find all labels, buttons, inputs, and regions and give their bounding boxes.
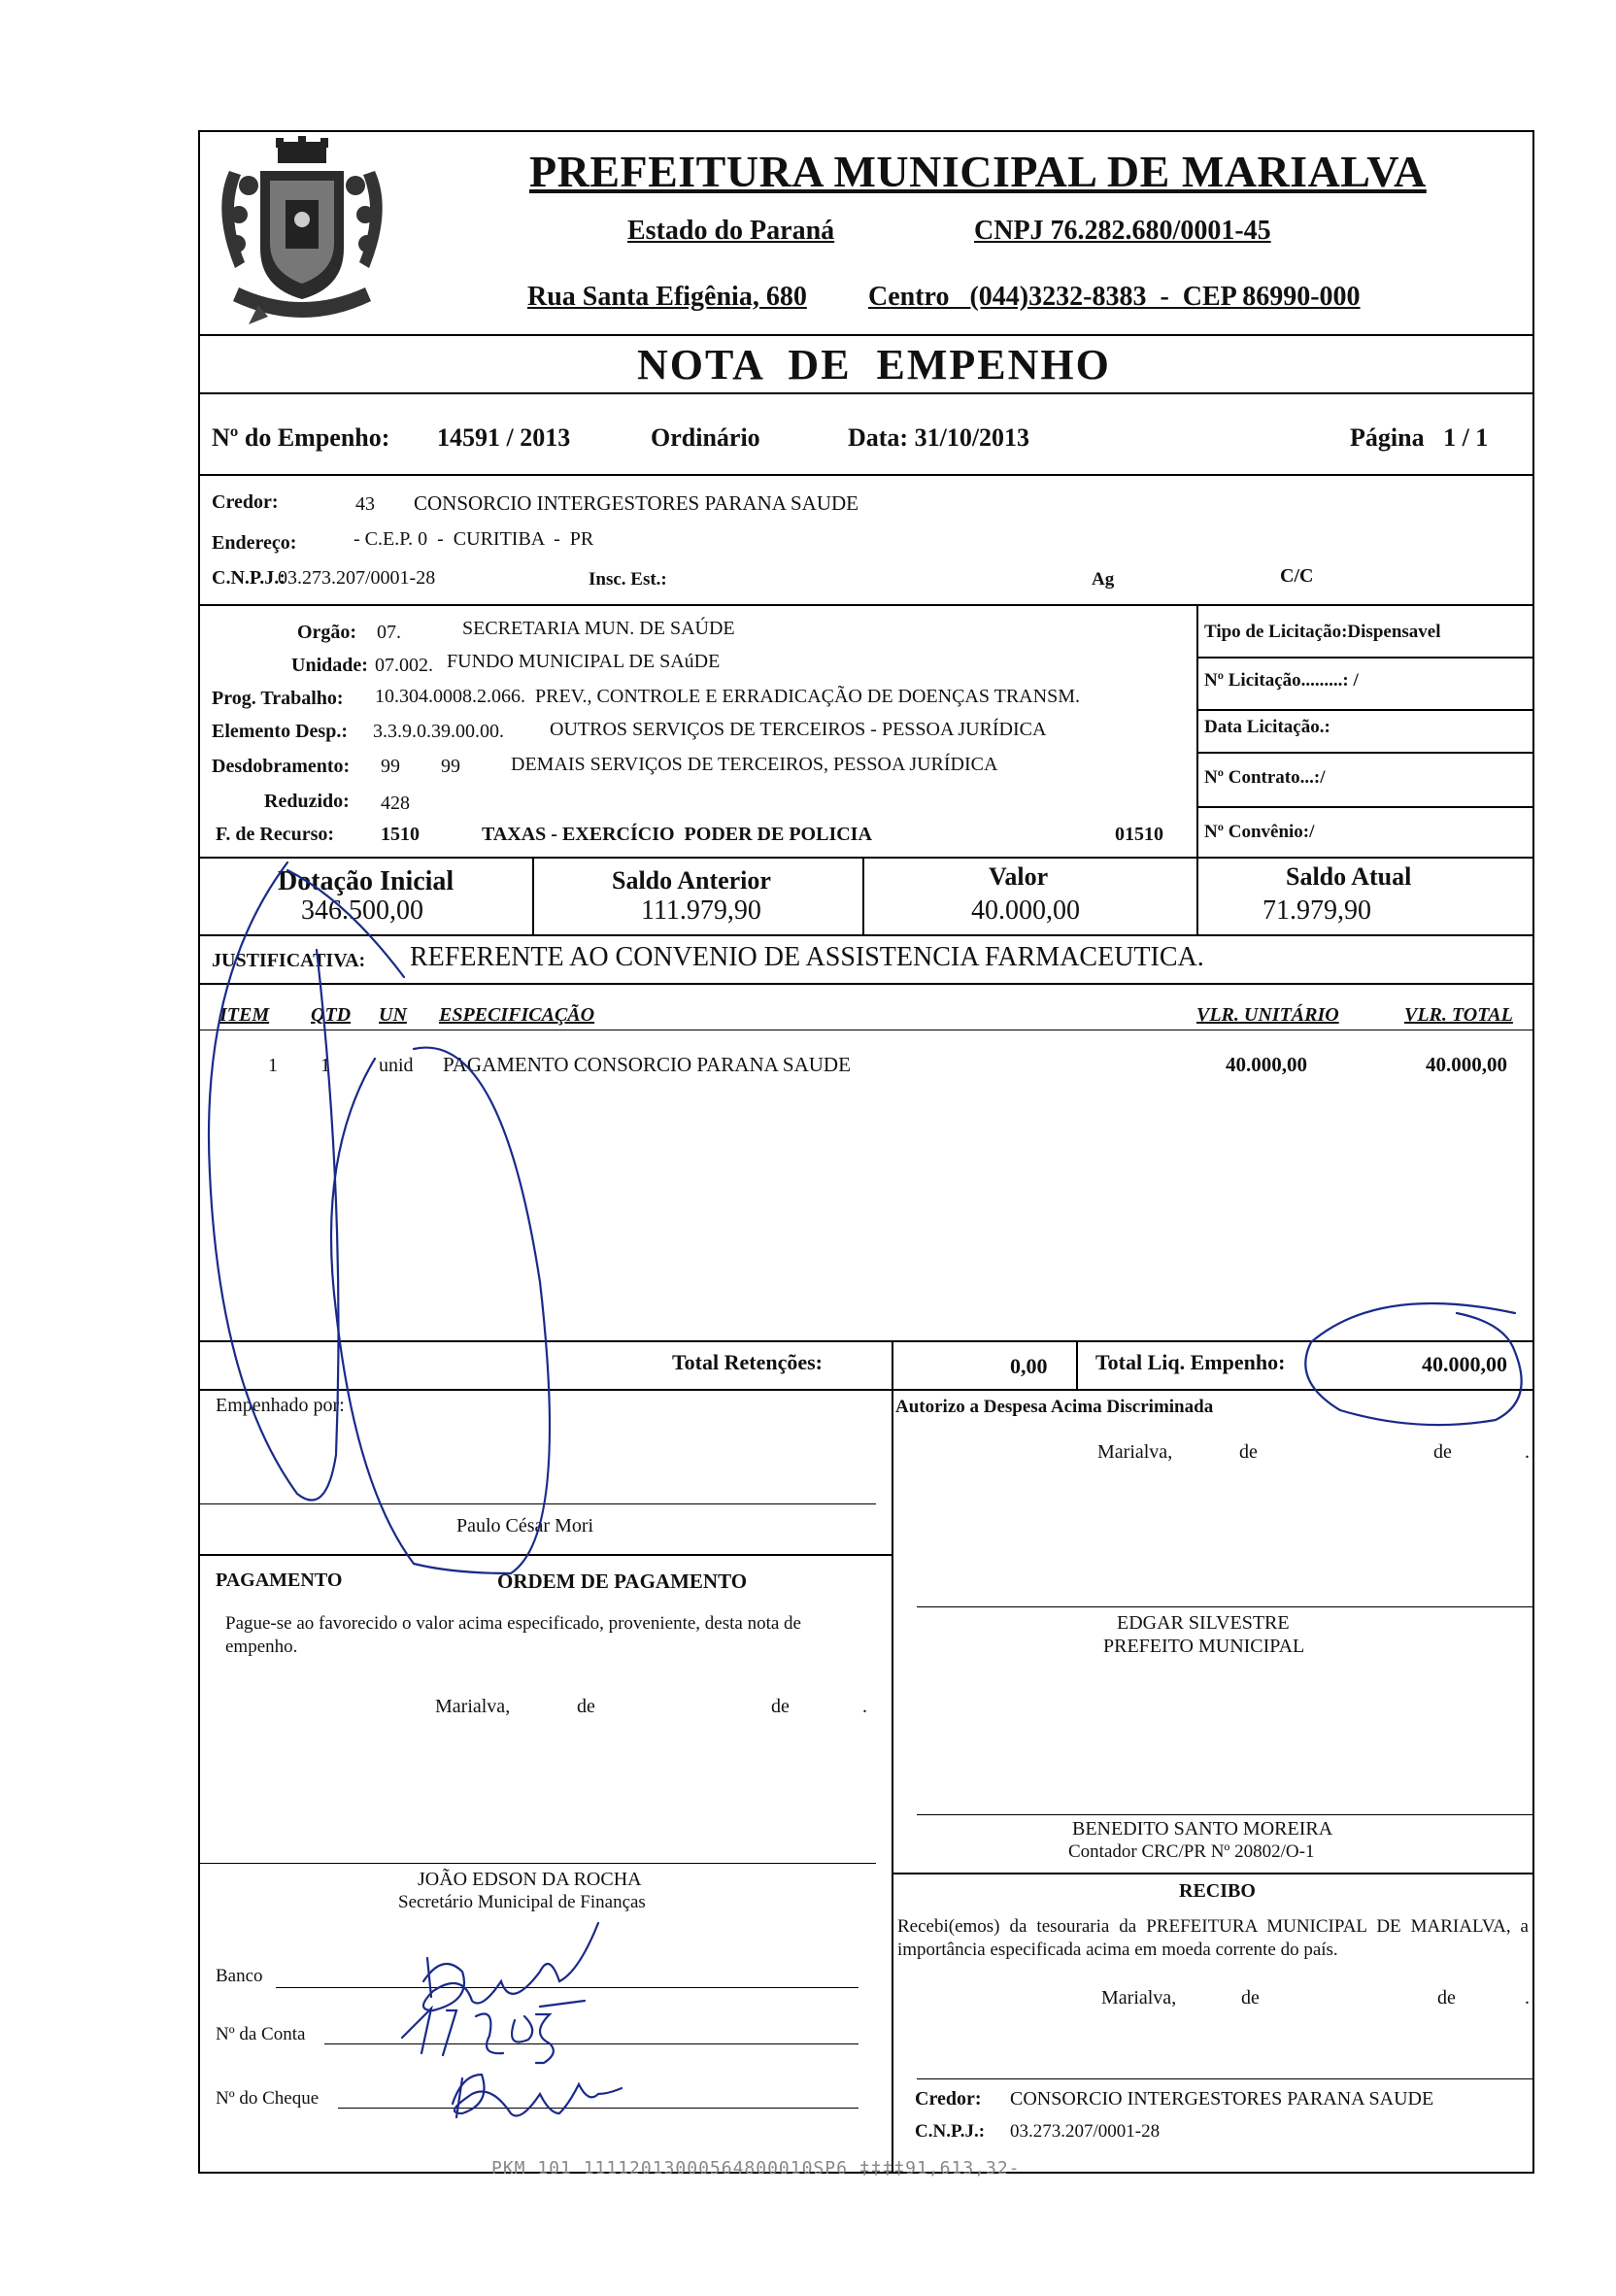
justificativa-label: JUSTIFICATIVA: <box>212 950 366 971</box>
desdobramento-code2: 99 <box>441 756 460 777</box>
licitacao-data: Data Licitação.: <box>1204 717 1330 737</box>
retencoes-label: Total Retenções: <box>672 1350 823 1374</box>
insc-est-label: Insc. Est.: <box>589 569 667 590</box>
desdobramento-label: Desdobramento: <box>212 756 351 777</box>
page-title: PREFEITURA MUNICIPAL DE MARIALVA <box>529 147 1427 196</box>
pagamento-de1: de <box>577 1696 595 1717</box>
dotacao-value: 346.500,00 <box>301 895 423 926</box>
prefeito-name: EDGAR SILVESTRE <box>1117 1612 1290 1634</box>
footer-credor-label: Credor: <box>915 2088 982 2110</box>
recibo-de1: de <box>1241 1987 1260 2009</box>
unidade-code: 07.002. <box>375 655 433 676</box>
col-header-unit-value: VLR. UNITÁRIO <box>1196 1004 1339 1026</box>
convenio-numero: Nº Convênio:/ <box>1204 822 1315 842</box>
pagamento-text: Pague-se ao favorecido o valor acima especificado, proveniente, desta nota de empenho. <box>225 1613 801 1657</box>
header-contact: Centro (044)3232-8383 - CEP 86990-000 <box>868 282 1361 312</box>
retencoes-value: 0,00 <box>1010 1354 1048 1378</box>
secretario-name: JOÃO EDSON DA ROCHA <box>418 1869 642 1890</box>
autorizo-de2: de <box>1433 1441 1452 1463</box>
conta-label: Nº da Conta <box>216 2024 306 2044</box>
recibo-text: Recebi(emos) da tesouraria da PREFEITURA MUNICIPAL DE MARIALVA, a importância especificada acima em moeda corrente do país. <box>897 1916 1529 1960</box>
endereco-label: Endereço: <box>212 532 297 554</box>
elemento-code: 3.3.9.0.39.00.00. <box>373 721 504 742</box>
pagamento-dot: . <box>862 1696 867 1717</box>
footer-cnpj-value: 03.273.207/0001-28 <box>1010 2121 1161 2142</box>
bottom-barcode-text: PKM 101 11112013000564800010SP6 ‡‡‡‡91,613,32- <box>491 2158 1021 2178</box>
endereco-value: - C.E.P. 0 - CURITIBA - PR <box>354 528 594 550</box>
licitacao-numero: Nº Licitação.........: / <box>1204 670 1359 691</box>
empenhado-label: Empenhado por: <box>216 1395 345 1416</box>
empenho-number: 14591 / 2013 <box>437 423 571 452</box>
recibo-title: RECIBO <box>1179 1880 1256 1902</box>
footer-cnpj-label: C.N.P.J.: <box>915 2121 986 2142</box>
dotacao-label: Dotação Inicial <box>278 866 454 896</box>
prog-value: 10.304.0008.2.066. PREV., CONTROLE E ERRADICAÇÃO DE DOENÇAS TRANSM. <box>375 686 1080 707</box>
recibo-dot: . <box>1525 1987 1530 2009</box>
pagamento-de2: de <box>771 1696 790 1717</box>
saldo-anterior-label: Saldo Anterior <box>612 866 771 895</box>
empenho-type: Ordinário <box>651 423 760 452</box>
banco-label: Banco <box>216 1966 263 1986</box>
secretario-role: Secretário Municipal de Finanças <box>398 1892 646 1912</box>
recurso-name: TAXAS - EXERCÍCIO PODER DE POLICIA <box>482 824 872 845</box>
row-un: unid <box>379 1055 414 1076</box>
cc-label: C/C <box>1280 565 1314 587</box>
header-address: Rua Santa Efigênia, 680 <box>527 282 807 312</box>
ordem-pagamento-label: ORDEM DE PAGAMENTO <box>497 1570 748 1593</box>
elemento-name: OUTROS SERVIÇOS DE TERCEIROS - PESSOA JURÍDICA <box>550 719 1047 740</box>
unidade-label: Unidade: <box>291 655 368 676</box>
credor-label: Credor: <box>212 491 279 513</box>
row-unit-value: 40.000,00 <box>1226 1053 1307 1076</box>
autorizo-label: Autorizo a Despesa Acima Discriminada <box>895 1397 1214 1417</box>
cnpj-value: 03.273.207/0001-28 <box>278 567 436 589</box>
contador-name: BENEDITO SANTO MOREIRA <box>1072 1818 1333 1840</box>
contador-role: Contador CRC/PR Nº 20802/O-1 <box>1068 1841 1315 1862</box>
empenho-number-label: Nº do Empenho: <box>212 423 390 452</box>
unidade-name: FUNDO MUNICIPAL DE SAúDE <box>447 651 721 672</box>
desdobramento-code1: 99 <box>381 756 400 777</box>
ag-label: Ag <box>1092 569 1115 590</box>
pagamento-label: PAGAMENTO <box>216 1570 343 1591</box>
autorizo-de1: de <box>1239 1441 1258 1463</box>
header-cnpj: CNPJ 76.282.680/0001-45 <box>974 216 1271 246</box>
orgao-code: 07. <box>377 622 401 643</box>
licitacao-tipo: Tipo de Licitação:Dispensavel <box>1204 622 1441 642</box>
saldo-anterior-value: 111.979,90 <box>641 895 761 926</box>
footer-credor-name: CONSORCIO INTERGESTORES PARANA SAUDE <box>1010 2088 1434 2110</box>
saldo-atual-label: Saldo Atual <box>1286 862 1412 891</box>
row-total-value: 40.000,00 <box>1426 1053 1507 1076</box>
orgao-label: Orgão: <box>297 622 357 643</box>
reduzido-value: 428 <box>381 793 410 814</box>
recibo-de2: de <box>1437 1987 1456 2009</box>
col-header-qtd: QTD <box>311 1004 352 1026</box>
state-name: Estado do Paraná <box>627 216 835 246</box>
col-header-espec: ESPECIFICAÇÃO <box>439 1004 595 1026</box>
orgao-name: SECRETARIA MUN. DE SAÚDE <box>462 618 735 639</box>
prefeito-role: PREFEITO MUNICIPAL <box>1103 1636 1305 1657</box>
justificativa-text: REFERENTE AO CONVENIO DE ASSISTENCIA FARMACEUTICA. <box>410 942 1204 972</box>
col-header-item: ITEM <box>219 1004 270 1026</box>
col-header-total-value: VLR. TOTAL <box>1404 1004 1513 1026</box>
empenhado-signer: Paulo César Mori <box>456 1515 594 1536</box>
contrato-numero: Nº Contrato...:/ <box>1204 767 1326 788</box>
elemento-label: Elemento Desp.: <box>212 721 348 742</box>
autorizo-city: Marialva, <box>1097 1441 1173 1463</box>
row-espec: PAGAMENTO CONSORCIO PARANA SAUDE <box>443 1053 851 1076</box>
credor-code: 43 <box>355 493 375 515</box>
liquido-label: Total Liq. Empenho: <box>1095 1350 1286 1374</box>
saldo-atual-value: 71.979,90 <box>1262 895 1371 926</box>
liquido-value: 40.000,00 <box>1422 1352 1507 1376</box>
reduzido-label: Reduzido: <box>264 791 350 812</box>
recibo-city: Marialva, <box>1101 1987 1177 2009</box>
pagamento-city: Marialva, <box>435 1696 511 1717</box>
recurso-label: F. de Recurso: <box>216 824 335 845</box>
credor-name: CONSORCIO INTERGESTORES PARANA SAUDE <box>414 491 858 515</box>
row-qtd: 1 <box>320 1055 330 1076</box>
empenho-date: Data: 31/10/2013 <box>848 423 1030 452</box>
col-header-un: UN <box>379 1004 407 1026</box>
document-title: NOTA DE EMPENHO <box>637 341 1111 388</box>
cheque-label: Nº do Cheque <box>216 2088 320 2109</box>
prog-label: Prog. Trabalho: <box>212 688 344 709</box>
row-item: 1 <box>268 1055 278 1076</box>
valor-label: Valor <box>989 862 1049 891</box>
recurso-code: 1510 <box>381 824 420 845</box>
page-number: Página 1 / 1 <box>1350 423 1489 452</box>
recurso-code2: 01510 <box>1115 824 1163 845</box>
autorizo-dot: . <box>1525 1441 1530 1463</box>
cnpj-label: C.N.P.J.: <box>212 567 286 589</box>
desdobramento-name: DEMAIS SERVIÇOS DE TERCEIROS, PESSOA JURÍDICA <box>511 754 998 775</box>
valor-value: 40.000,00 <box>971 895 1080 926</box>
